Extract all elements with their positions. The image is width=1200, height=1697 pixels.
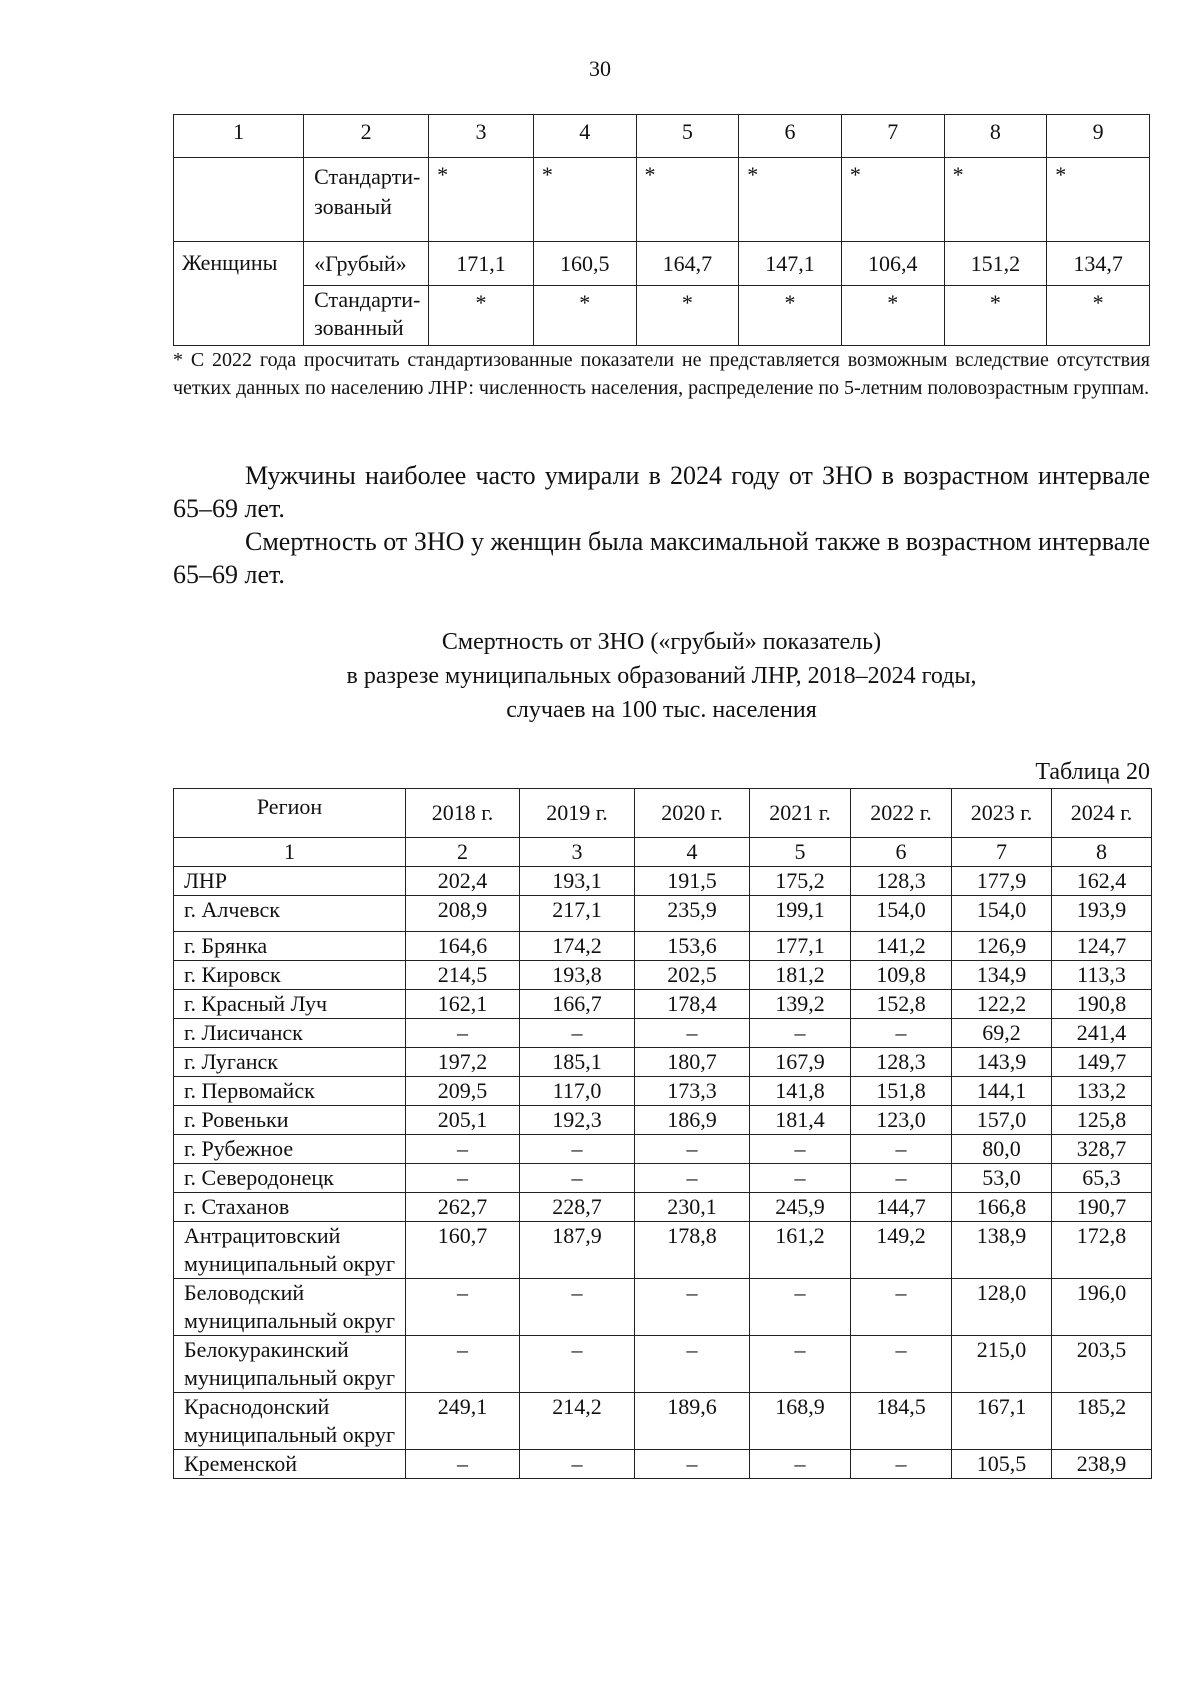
value-cell: – xyxy=(750,1135,851,1164)
value-cell: 203,5 xyxy=(1052,1336,1152,1393)
table-row xyxy=(174,1135,1152,1164)
region-cell: г. Луганск xyxy=(174,1048,406,1077)
value-cell: – xyxy=(750,1279,851,1336)
table1-cell: * xyxy=(429,158,534,242)
table2-header-row xyxy=(174,789,1152,838)
value-cell: 214,5 xyxy=(406,961,520,990)
value-cell: 80,0 xyxy=(952,1135,1052,1164)
value-cell: – xyxy=(406,1336,520,1393)
value-cell: 123,0 xyxy=(851,1106,952,1135)
value-cell: 185,2 xyxy=(1052,1393,1152,1450)
table2-col-header: 2018 г. xyxy=(406,789,520,838)
value-cell: 151,8 xyxy=(851,1077,952,1106)
table2-col-num: 1 xyxy=(174,838,406,867)
table2-col-num: 2 xyxy=(406,838,520,867)
table-row xyxy=(174,896,1152,932)
value-cell: 205,1 xyxy=(406,1106,520,1135)
table1-cell: * xyxy=(1047,286,1150,346)
table2-col-num: 3 xyxy=(520,838,635,867)
table1-cell: 151,2 xyxy=(944,242,1047,286)
value-cell: – xyxy=(406,1450,520,1479)
value-cell: 161,2 xyxy=(750,1222,851,1279)
paragraph-women: Смертность от ЗНО у женщин была максимальной также в возрастном интервале 65–69 лет. xyxy=(173,527,1150,589)
value-cell: 149,2 xyxy=(851,1222,952,1279)
value-cell: 245,9 xyxy=(750,1193,851,1222)
value-cell: 217,1 xyxy=(520,896,635,932)
value-cell: 152,8 xyxy=(851,990,952,1019)
value-cell: 202,5 xyxy=(635,961,750,990)
value-cell: 141,2 xyxy=(851,932,952,961)
table1-row-label: «Грубый» xyxy=(304,242,429,286)
table-caption xyxy=(173,625,1150,727)
table-row xyxy=(174,1048,1152,1077)
value-cell: 167,9 xyxy=(750,1048,851,1077)
value-cell: 193,9 xyxy=(1052,896,1152,932)
region-cell: Беловодский муниципальный округ xyxy=(174,1279,406,1336)
value-cell: 228,7 xyxy=(520,1193,635,1222)
value-cell: 180,7 xyxy=(635,1048,750,1077)
value-cell: 166,8 xyxy=(952,1193,1052,1222)
value-cell: 139,2 xyxy=(750,990,851,1019)
value-cell: 215,0 xyxy=(952,1336,1052,1393)
table1-col-num: 5 xyxy=(636,115,739,158)
region-cell: ЛНР xyxy=(174,867,406,896)
value-cell: 177,9 xyxy=(952,867,1052,896)
value-cell: 174,2 xyxy=(520,932,635,961)
table1-cell: * xyxy=(636,286,739,346)
value-cell: 187,9 xyxy=(520,1222,635,1279)
mortality-table xyxy=(173,788,1152,1479)
region-cell: г. Рубежное xyxy=(174,1135,406,1164)
value-cell: – xyxy=(520,1164,635,1193)
value-cell: 328,7 xyxy=(1052,1135,1152,1164)
value-cell: 117,0 xyxy=(520,1077,635,1106)
table-row xyxy=(174,867,1152,896)
value-cell: 124,7 xyxy=(1052,932,1152,961)
table1-cell: * xyxy=(533,286,636,346)
table2-col-num: 4 xyxy=(635,838,750,867)
table-row xyxy=(174,1106,1152,1135)
value-cell: 128,3 xyxy=(851,867,952,896)
value-cell: 173,3 xyxy=(635,1077,750,1106)
caption-line: случаев на 100 тыс. населения xyxy=(506,697,817,723)
table-row xyxy=(174,1450,1152,1479)
caption-line: Смертность от ЗНО («грубый» показатель) xyxy=(441,629,882,655)
value-cell: – xyxy=(406,1164,520,1193)
table-row xyxy=(174,990,1152,1019)
value-cell: 143,9 xyxy=(952,1048,1052,1077)
value-cell: 202,4 xyxy=(406,867,520,896)
value-cell: 128,3 xyxy=(851,1048,952,1077)
value-cell: 157,0 xyxy=(952,1106,1052,1135)
region-cell: Белокуракинский муниципальный округ xyxy=(174,1336,406,1393)
table1-cell: * xyxy=(739,158,842,242)
region-cell: г. Северодонецк xyxy=(174,1164,406,1193)
table1-group-label: Женщины xyxy=(174,242,304,346)
paragraph-men: Мужчины наиболее часто умирали в 2024 году от ЗНО в возрастном интервале 65–69 лет. xyxy=(173,461,1150,523)
table2-col-header: 2020 г. xyxy=(635,789,750,838)
value-cell: – xyxy=(851,1279,952,1336)
value-cell: 193,1 xyxy=(520,867,635,896)
table1-cell: 171,1 xyxy=(429,242,534,286)
value-cell: 53,0 xyxy=(952,1164,1052,1193)
value-cell: 186,9 xyxy=(635,1106,750,1135)
value-cell: 105,5 xyxy=(952,1450,1052,1479)
value-cell: 172,8 xyxy=(1052,1222,1152,1279)
table1-cell: 147,1 xyxy=(739,242,842,286)
value-cell: 177,1 xyxy=(750,932,851,961)
table2-col-num: 8 xyxy=(1052,838,1152,867)
table1-col-num: 1 xyxy=(174,115,304,158)
table-label: Таблица 20 xyxy=(1035,759,1150,785)
table-row xyxy=(174,1222,1152,1279)
value-cell: – xyxy=(406,1135,520,1164)
region-cell: Кременской xyxy=(174,1450,406,1479)
value-cell: – xyxy=(851,1019,952,1048)
value-cell: 162,1 xyxy=(406,990,520,1019)
value-cell: – xyxy=(520,1135,635,1164)
table1-cell: 134,7 xyxy=(1047,242,1150,286)
value-cell: 65,3 xyxy=(1052,1164,1152,1193)
table1-col-num: 4 xyxy=(533,115,636,158)
value-cell: 209,5 xyxy=(406,1077,520,1106)
table1-cell: * xyxy=(841,158,944,242)
value-cell: – xyxy=(750,1164,851,1193)
value-cell: 144,1 xyxy=(952,1077,1052,1106)
value-cell: 197,2 xyxy=(406,1048,520,1077)
value-cell: – xyxy=(520,1279,635,1336)
value-cell: – xyxy=(635,1135,750,1164)
table2-col-num: 5 xyxy=(750,838,851,867)
value-cell: – xyxy=(635,1336,750,1393)
table2-col-header: 2024 г. xyxy=(1052,789,1152,838)
value-cell: 189,6 xyxy=(635,1393,750,1450)
page-number: 30 xyxy=(589,56,611,81)
value-cell: 168,9 xyxy=(750,1393,851,1450)
value-cell: 138,9 xyxy=(952,1222,1052,1279)
table1-cell: * xyxy=(533,158,636,242)
region-cell: г. Ровеньки xyxy=(174,1106,406,1135)
value-cell: – xyxy=(406,1019,520,1048)
value-cell: 113,3 xyxy=(1052,961,1152,990)
value-cell: 249,1 xyxy=(406,1393,520,1450)
value-cell: 149,7 xyxy=(1052,1048,1152,1077)
region-cell: г. Стаханов xyxy=(174,1193,406,1222)
value-cell: 125,8 xyxy=(1052,1106,1152,1135)
table1-cell: * xyxy=(636,158,739,242)
value-cell: 178,8 xyxy=(635,1222,750,1279)
table-row xyxy=(174,932,1152,961)
value-cell: 167,1 xyxy=(952,1393,1052,1450)
region-cell: Краснодонский муниципальный округ xyxy=(174,1393,406,1450)
value-cell: 122,2 xyxy=(952,990,1052,1019)
region-cell: г. Алчевск xyxy=(174,896,406,932)
value-cell: 126,9 xyxy=(952,932,1052,961)
table1-col-num: 2 xyxy=(304,115,429,158)
value-cell: 184,5 xyxy=(851,1393,952,1450)
value-cell: – xyxy=(851,1450,952,1479)
table1-cell: * xyxy=(944,286,1047,346)
value-cell: – xyxy=(851,1164,952,1193)
table1-cell: 164,7 xyxy=(636,242,739,286)
table1-col-num: 3 xyxy=(429,115,534,158)
caption-line: в разрезе муниципальных образований ЛНР, 2018–2024 годы, xyxy=(346,663,977,689)
table-row xyxy=(174,1164,1152,1193)
value-cell: 154,0 xyxy=(851,896,952,932)
value-cell: 69,2 xyxy=(952,1019,1052,1048)
table1-col-num: 9 xyxy=(1047,115,1150,158)
table1-standard-row-women xyxy=(174,286,1150,346)
value-cell: 192,3 xyxy=(520,1106,635,1135)
value-cell: 109,8 xyxy=(851,961,952,990)
table2-col-num: 7 xyxy=(952,838,1052,867)
table2-col-header: 2022 г. xyxy=(851,789,952,838)
value-cell: 190,7 xyxy=(1052,1193,1152,1222)
table-row xyxy=(174,1279,1152,1336)
table1-row-label: Стандарти-зованный xyxy=(304,286,429,346)
table1-header-row xyxy=(174,115,1150,158)
table2-col-header: 2019 г. xyxy=(520,789,635,838)
region-cell: г. Брянка xyxy=(174,932,406,961)
region-cell: г. Лисичанск xyxy=(174,1019,406,1048)
value-cell: 241,4 xyxy=(1052,1019,1152,1048)
table2-col-num: 6 xyxy=(851,838,952,867)
value-cell: 133,2 xyxy=(1052,1077,1152,1106)
table1-cell: 106,4 xyxy=(841,242,944,286)
table1-cell: * xyxy=(841,286,944,346)
table1-col-num: 7 xyxy=(841,115,944,158)
table1-cell: * xyxy=(429,286,534,346)
table-row xyxy=(174,1077,1152,1106)
value-cell: – xyxy=(635,1019,750,1048)
value-cell: 134,9 xyxy=(952,961,1052,990)
value-cell: 166,7 xyxy=(520,990,635,1019)
table1-standard-row-men xyxy=(174,158,1150,242)
table1-row-label: Стандарти-зованый xyxy=(304,158,429,242)
value-cell: 141,8 xyxy=(750,1077,851,1106)
value-cell: – xyxy=(750,1336,851,1393)
table1-cell: * xyxy=(739,286,842,346)
value-cell: 208,9 xyxy=(406,896,520,932)
value-cell: 144,7 xyxy=(851,1193,952,1222)
value-cell: 191,5 xyxy=(635,867,750,896)
value-cell: 235,9 xyxy=(635,896,750,932)
table1-cell: * xyxy=(1047,158,1150,242)
table2-col-header: 2023 г. xyxy=(952,789,1052,838)
value-cell: 193,8 xyxy=(520,961,635,990)
value-cell: 154,0 xyxy=(952,896,1052,932)
value-cell: – xyxy=(635,1164,750,1193)
table2-col-header: 2021 г. xyxy=(750,789,851,838)
table-row xyxy=(174,1393,1152,1450)
table1-rough-row-women xyxy=(174,242,1150,286)
table-row xyxy=(174,1193,1152,1222)
value-cell: 162,4 xyxy=(1052,867,1152,896)
value-cell: 128,0 xyxy=(952,1279,1052,1336)
value-cell: – xyxy=(635,1279,750,1336)
value-cell: 230,1 xyxy=(635,1193,750,1222)
value-cell: – xyxy=(520,1450,635,1479)
table1-cell: 160,5 xyxy=(533,242,636,286)
value-cell: – xyxy=(520,1336,635,1393)
table-row xyxy=(174,961,1152,990)
table2-colnum-row xyxy=(174,838,1152,867)
value-cell: 214,2 xyxy=(520,1393,635,1450)
region-cell: г. Красный Луч xyxy=(174,990,406,1019)
table2-col-header: Регион xyxy=(174,789,406,838)
region-cell: Антрацитовский муниципальный округ xyxy=(174,1222,406,1279)
value-cell: – xyxy=(520,1019,635,1048)
table1-col-num: 8 xyxy=(944,115,1047,158)
region-cell: г. Кировск xyxy=(174,961,406,990)
table-row xyxy=(174,1336,1152,1393)
value-cell: 185,1 xyxy=(520,1048,635,1077)
value-cell: 153,6 xyxy=(635,932,750,961)
table1-empty-cell xyxy=(174,158,304,242)
value-cell: 178,4 xyxy=(635,990,750,1019)
value-cell: 196,0 xyxy=(1052,1279,1152,1336)
value-cell: – xyxy=(851,1336,952,1393)
value-cell: – xyxy=(406,1279,520,1336)
table1-cell: * xyxy=(944,158,1047,242)
value-cell: 199,1 xyxy=(750,896,851,932)
value-cell: 160,7 xyxy=(406,1222,520,1279)
table-continuation xyxy=(173,114,1150,346)
value-cell: 190,8 xyxy=(1052,990,1152,1019)
footnote: * С 2022 года просчитать стандартизованные показатели не представляется возможным вследствие отсутствия четких данных по населению ЛНР: численность населения, распределение по 5-летним половозрастным группам. xyxy=(173,349,1150,399)
value-cell: 175,2 xyxy=(750,867,851,896)
value-cell: 181,4 xyxy=(750,1106,851,1135)
value-cell: 164,6 xyxy=(406,932,520,961)
value-cell: 181,2 xyxy=(750,961,851,990)
value-cell: 238,9 xyxy=(1052,1450,1152,1479)
region-cell: г. Первомайск xyxy=(174,1077,406,1106)
value-cell: – xyxy=(750,1019,851,1048)
value-cell: – xyxy=(851,1135,952,1164)
value-cell: – xyxy=(750,1450,851,1479)
table1-col-num: 6 xyxy=(739,115,842,158)
value-cell: 262,7 xyxy=(406,1193,520,1222)
value-cell: – xyxy=(635,1450,750,1479)
table-row xyxy=(174,1019,1152,1048)
